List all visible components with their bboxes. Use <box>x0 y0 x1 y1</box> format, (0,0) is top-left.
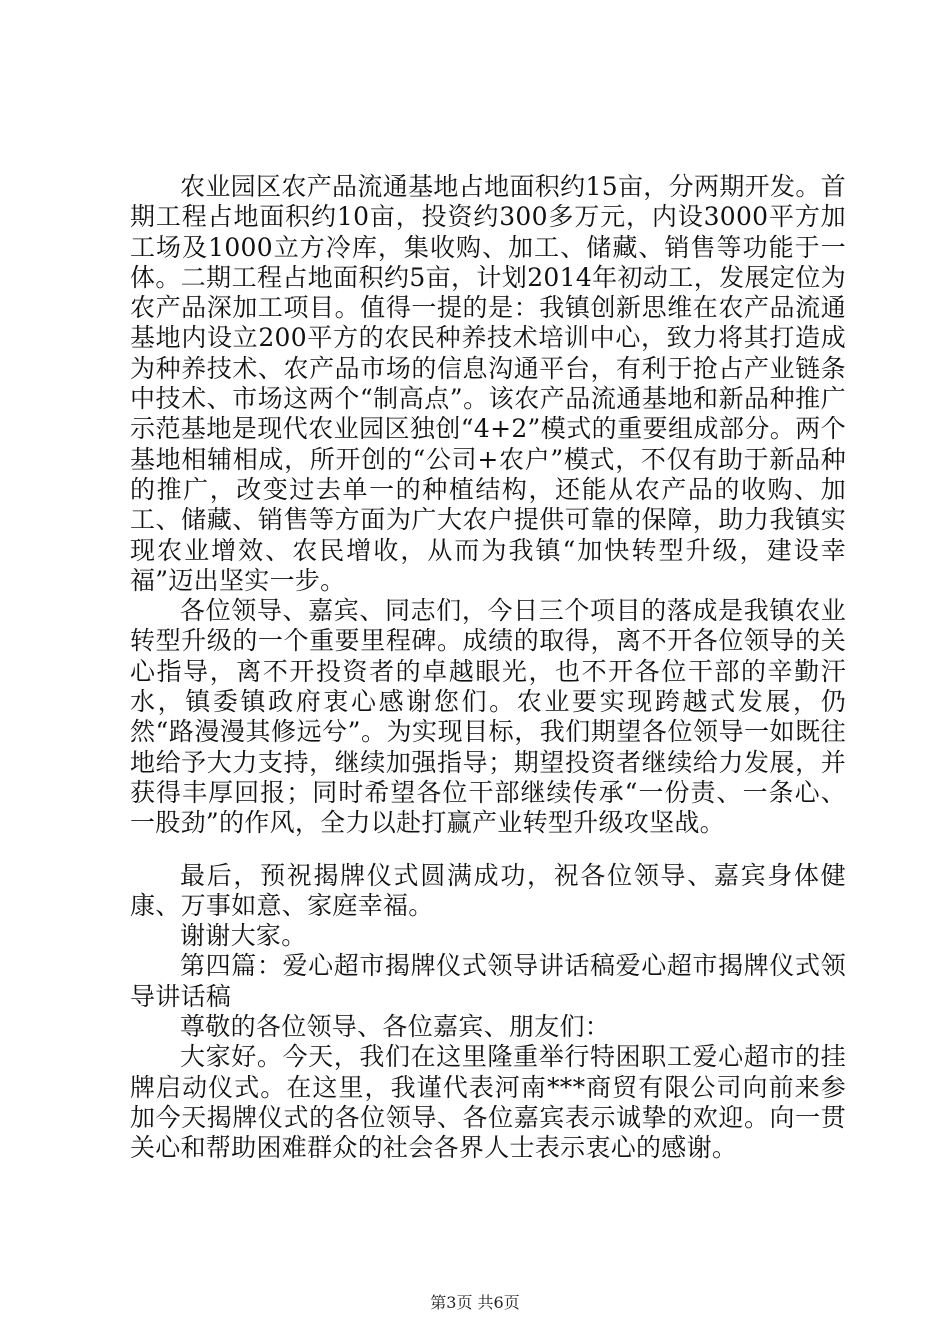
paragraph-agri-base: 农业园区农产品流通基地占地面积约15亩，分两期开发。首期工程占地面积约10亩，投资约300多万元，内设3000平方加工场及1000立方冷库，集收购、加工、储藏、销售等功能于一体。二期工程占地面积约5亩，计划2014年初动工，发展定位为农产品深加工项目。值得一提的是：我镇创新思维在农产品流通基地内设立200平方的农民种养技术培训中心，致力将其打造成为种养技术、农产品市场的信息沟通平台，有利于抢占产业链条中技术、市场这两个“制高点”。该农产品流通基地和新品种推广示范基地是现代农业园区独创“4+2”模式的重要组成部分。两个基地相辅相成，所开创的“公司+农户”模式，不仅有助于新品种的推广，改变过去单一的种植结构，还能从农产品的收购、加工、储藏、销售等方面为广大农户提供可靠的保障，助力我镇实现农业增效、农民增收，从而为我镇“加快转型升级，建设幸福”迈出坚实一步。 <box>130 172 846 595</box>
paragraph-thanks-all: 谢谢大家。 <box>180 921 307 951</box>
paragraph-salutation: 尊敬的各位领导、各位嘉宾、朋友们： <box>180 1012 611 1042</box>
paragraph-greeting-opening: 大家好。今天，我们在这里隆重举行特困职工爱心超市的挂牌启动仪式。在这里，我谨代表河南***商贸有限公司向前来参加今天揭牌仪式的各位领导、各位嘉宾表示诚挚的欢迎。向一贯关心和帮助困难群众的社会各界人士表示衷心的感谢。 <box>130 1042 846 1163</box>
document-body <box>130 172 846 1164</box>
section-heading-part-four: 第四篇：爱心超市揭牌仪式领导讲话稿爱心超市揭牌仪式领导讲话稿 <box>130 951 846 1011</box>
page-number-footer: 第3页 共6页 <box>430 1293 520 1312</box>
paragraph-leaders-thanks: 各位领导、嘉宾、同志们，今日三个项目的落成是我镇农业转型升级的一个重要里程碑。成绩的取得，离不开各位领导的关心指导，离不开投资者的卓越眼光，也不开各位干部的辛勤汗水，镇委镇政府衷心感谢您们。农业要实现跨越式发展，仍然“路漫漫其修远兮”。为实现目标，我们期望各位领导一如既往地给予大力支持，继续加强指导；期望投资者继续给力发展，并获得丰厚回报；同时希望各位干部继续传承“一份责、一条心、一股劲”的作风，全力以赴打赢产业转型升级攻坚战。 <box>130 596 846 838</box>
paragraph-closing-wishes: 最后，预祝揭牌仪式圆满成功，祝各位领导、嘉宾身体健康、万事如意、家庭幸福。 <box>130 860 846 920</box>
